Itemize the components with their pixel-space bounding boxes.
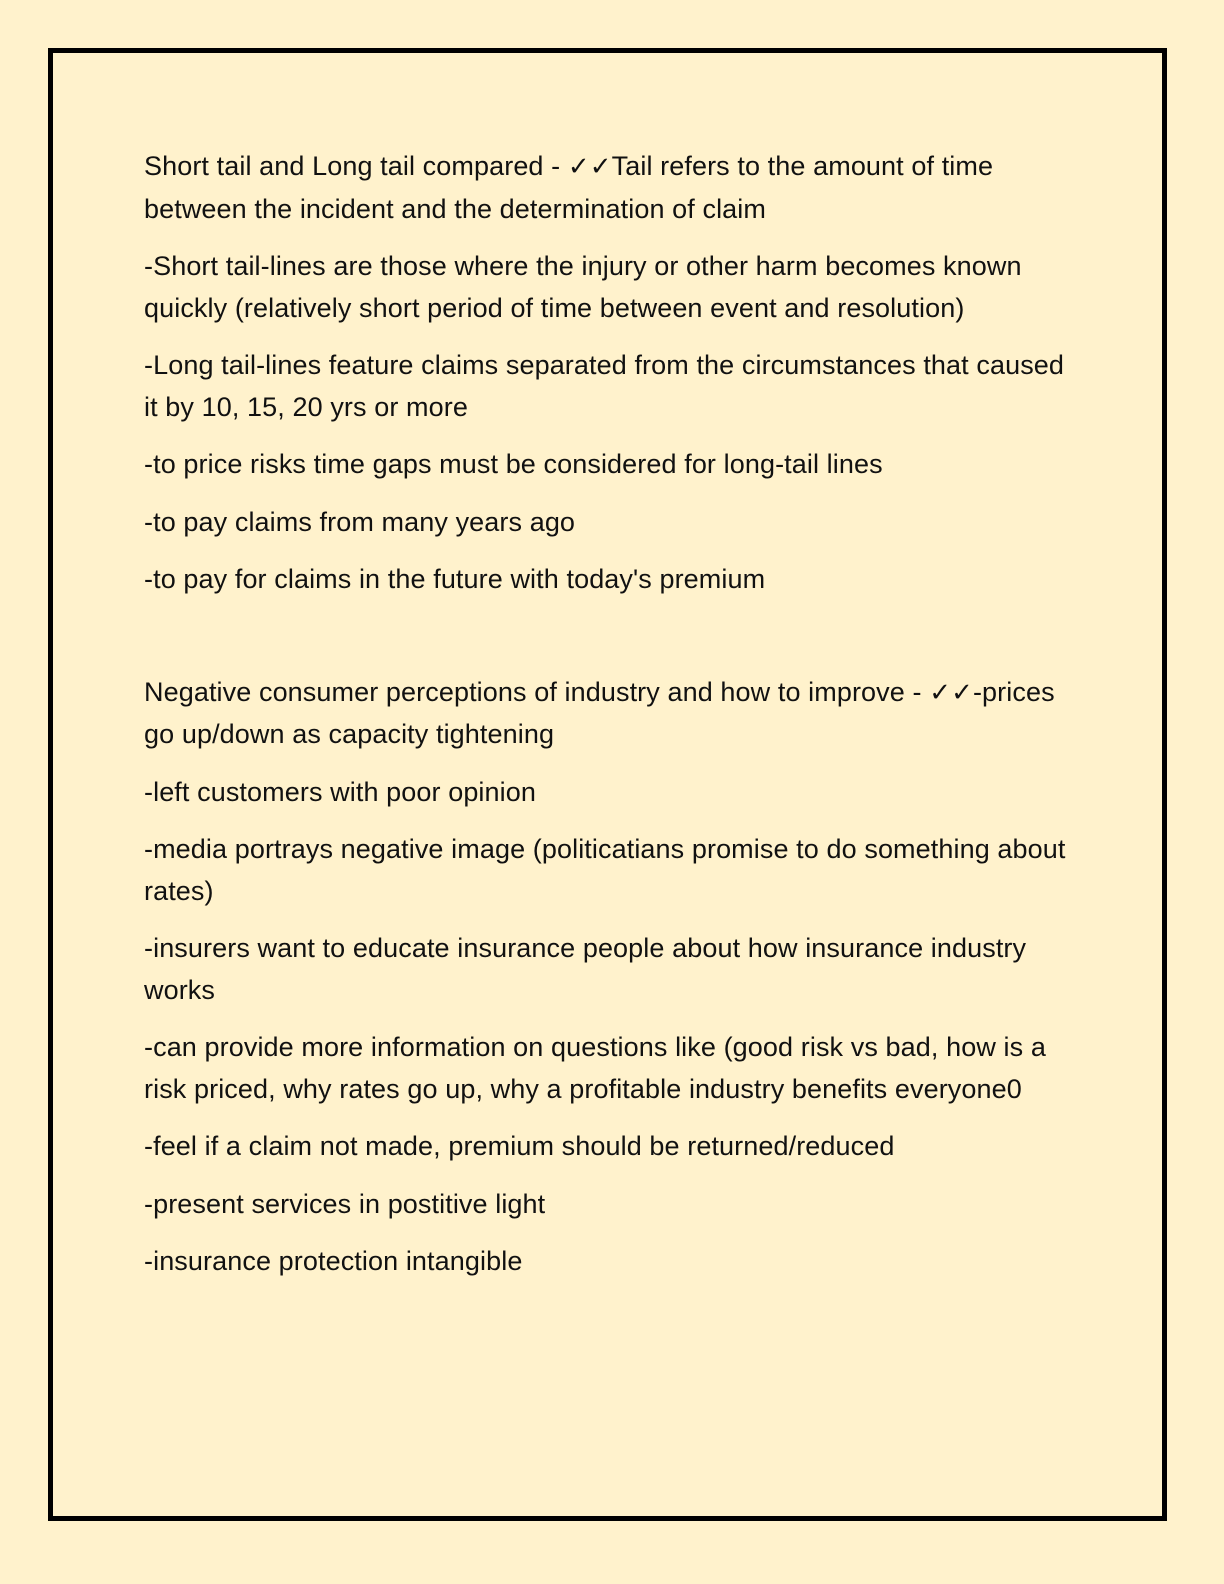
list-item: -Long tail-lines feature claims separated from the circumstances that caused it by 10, 15, 20 yrs or more bbox=[144, 350, 1065, 422]
list-item: -insurers want to educate insurance people about how insurance industry works bbox=[144, 933, 1027, 1005]
check-marks-icon: ✓✓ bbox=[567, 152, 612, 182]
list-item: -present services in postitive light bbox=[144, 1188, 546, 1219]
heading-text: Short tail and Long tail compared - bbox=[144, 151, 568, 181]
list-item: -media portrays negative image (politicatians promise to do something about rates) bbox=[144, 834, 1066, 906]
heading-tail: -prices go up/down as capacity tightening bbox=[144, 676, 1055, 749]
heading-tail: Tail refers to the amount of time between the incident and the determination of claim bbox=[144, 151, 994, 224]
list-item: -left customers with poor opinion bbox=[144, 776, 536, 807]
section-short-long-tail bbox=[144, 146, 1084, 601]
section-consumer-perceptions bbox=[144, 672, 1084, 1283]
list-item: -to pay claims from many years ago bbox=[144, 506, 576, 537]
document-body bbox=[144, 146, 1084, 1299]
section-heading bbox=[144, 672, 1084, 756]
heading-text: Negative consumer perceptions of industry and how to improve - bbox=[144, 676, 930, 707]
list-item: -insurance protection intangible bbox=[144, 1246, 523, 1276]
list-item: -Short tail-lines are those where the injury or other harm becomes known quickly (relatively short period of time between event and resolution) bbox=[144, 251, 1022, 323]
section-heading bbox=[144, 146, 1084, 230]
list-item: -to price risks time gaps must be considered for long-tail lines bbox=[144, 449, 883, 479]
list-item: -can provide more information on questions like (good risk vs bad, how is a risk priced, why rates go up, why a profitable industry benefits everyone0 bbox=[144, 1032, 1046, 1104]
check-marks-icon: ✓✓ bbox=[929, 677, 973, 708]
list-item: -to pay for claims in the future with today's premium bbox=[144, 564, 766, 594]
list-item: -feel if a claim not made, premium should be returned/reduced bbox=[144, 1131, 895, 1161]
